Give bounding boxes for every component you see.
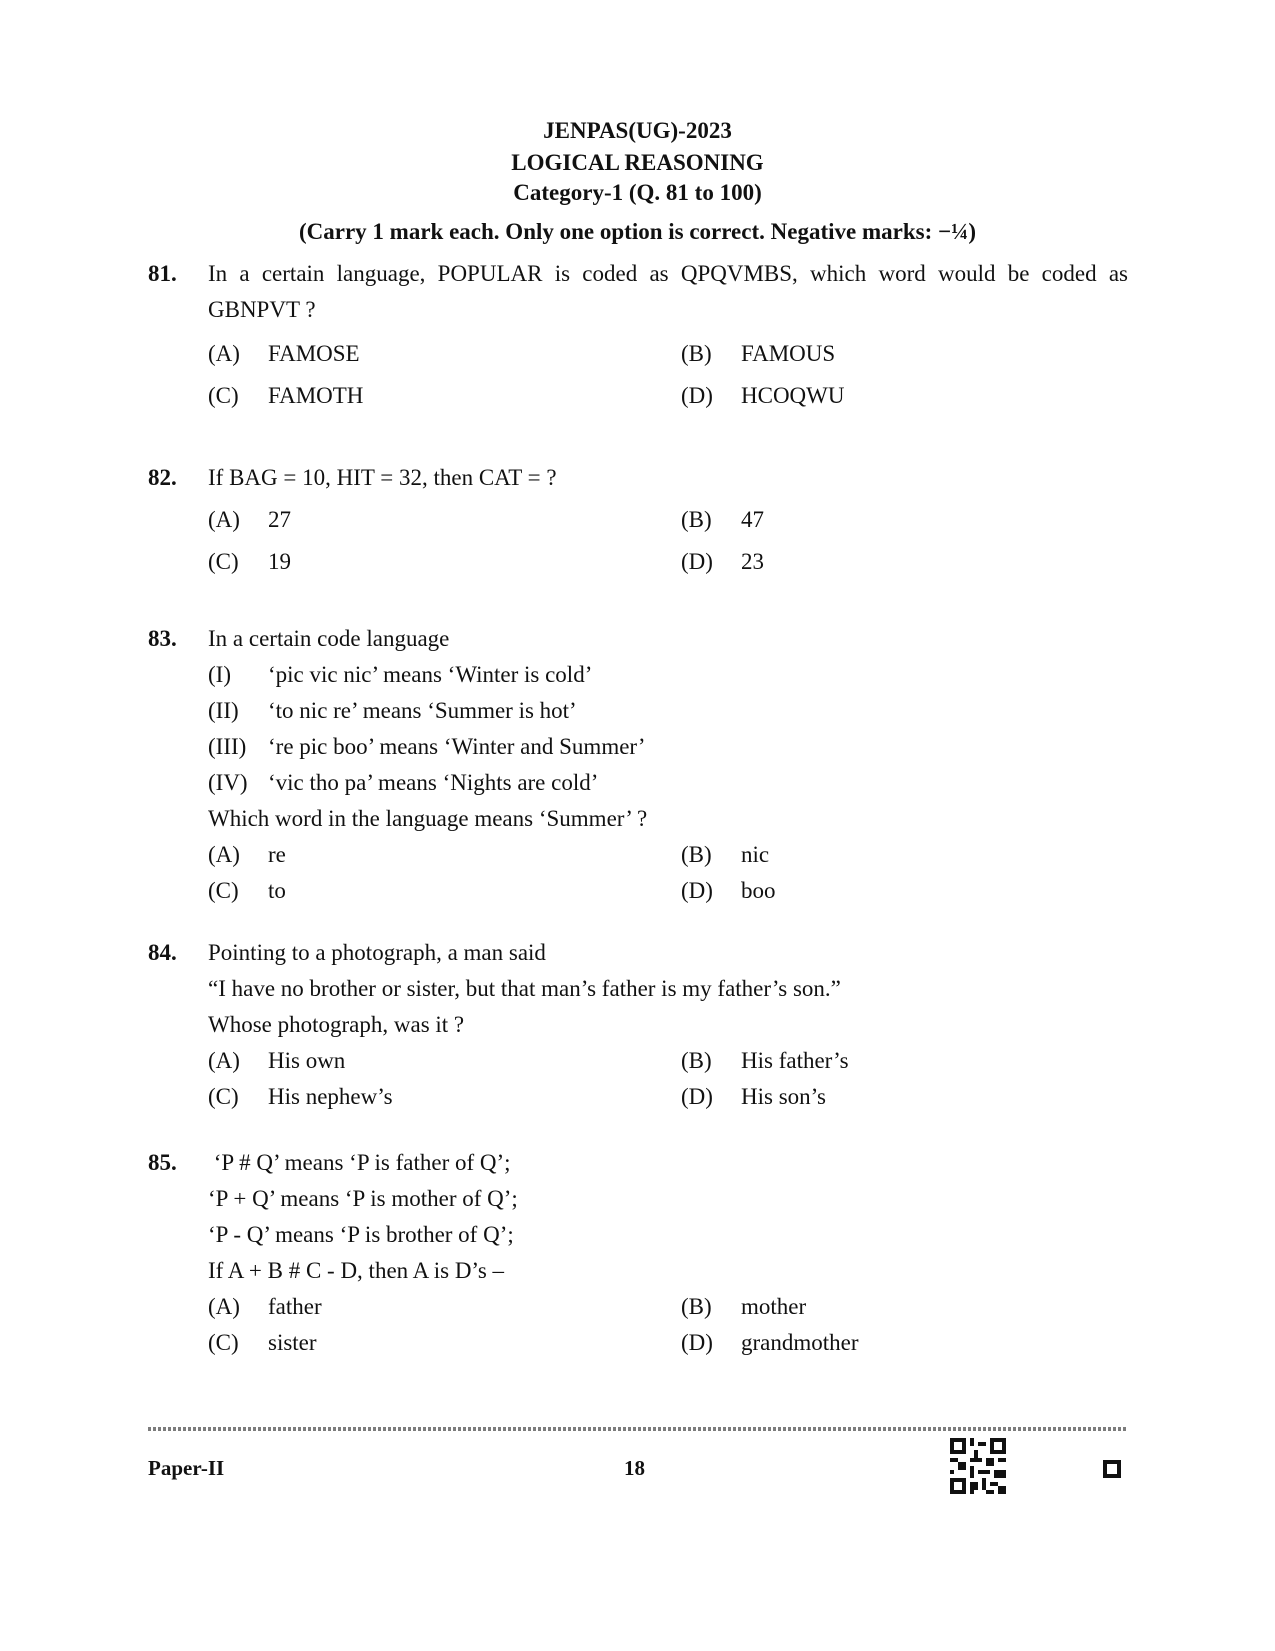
option-a[interactable]: (A) FAMOSE — [208, 341, 360, 366]
confidential-strip — [148, 1427, 1126, 1431]
option-c[interactable]: (C) 19 — [208, 549, 291, 574]
question-quote: “I have no brother or sister, but that man’s father is my father’s son.” — [208, 976, 841, 1001]
question-prompt: Whose photograph, was it ? — [208, 1012, 465, 1037]
question-number: 83. — [148, 626, 177, 651]
question-number: 82. — [148, 465, 177, 490]
question-text: In a certain language, POPULAR is coded as QPQVMBS, which word would be coded as GBNPVT ? — [208, 261, 1128, 322]
question-text: Pointing to a photograph, a man said — [208, 940, 546, 965]
option-d[interactable]: (D) His son’s — [681, 1084, 826, 1109]
statement-row: (III) ‘re pic boo’ means ‘Winter and Summer’ — [208, 734, 646, 759]
options-row — [208, 837, 1128, 873]
question-text: If BAG = 10, HIT = 32, then CAT = ? — [208, 465, 557, 490]
option-a[interactable]: (A) His own — [208, 1048, 346, 1073]
question-line: If A + B # C - D, then A is D’s – — [208, 1258, 505, 1283]
option-a[interactable]: (A) re — [208, 842, 286, 867]
question-number: 84. — [148, 940, 177, 965]
statement-row: (I) ‘pic vic nic’ means ‘Winter is cold’ — [208, 662, 593, 687]
question-number: 85. — [148, 1150, 177, 1175]
statement-row: (IV) ‘vic tho pa’ means ‘Nights are cold’ — [208, 770, 599, 795]
options-row — [208, 1289, 1128, 1325]
options-row — [208, 502, 1128, 544]
option-d[interactable]: (D) boo — [681, 878, 776, 903]
exam-title: JENPAS(UG)-2023 — [543, 118, 732, 143]
option-a[interactable]: (A) father — [208, 1294, 322, 1319]
question-text: In a certain code language — [208, 626, 450, 651]
options-row — [208, 336, 1128, 378]
options-row — [208, 1079, 1128, 1115]
option-b[interactable]: (B) nic — [681, 842, 770, 867]
option-b[interactable]: (B) mother — [681, 1294, 807, 1319]
paper-label: Paper-II — [148, 1456, 225, 1480]
subject-title: LOGICAL REASONING — [511, 150, 764, 175]
option-b[interactable]: (B) His father’s — [681, 1048, 849, 1073]
square-marker-icon — [1103, 1460, 1121, 1478]
question-line: ‘P - Q’ means ‘P is brother of Q’; — [208, 1222, 514, 1247]
statement-row: (II) ‘to nic re’ means ‘Summer is hot’ — [208, 698, 577, 723]
options-row — [208, 873, 1128, 909]
options-row — [208, 1325, 1128, 1361]
qr-code-icon — [950, 1438, 1006, 1494]
option-c[interactable]: (C) FAMOTH — [208, 383, 364, 408]
option-c[interactable]: (C) sister — [208, 1330, 317, 1355]
marking-instructions: (Carry 1 mark each. Only one option is correct. Negative marks: −¼) — [299, 219, 976, 244]
page-number: 18 — [624, 1456, 645, 1480]
option-d[interactable]: (D) grandmother — [681, 1330, 859, 1355]
question-prompt: Which word in the language means ‘Summer’ ? — [208, 806, 648, 831]
option-a[interactable]: (A) 27 — [208, 507, 291, 532]
options-row — [208, 1043, 1128, 1079]
option-c[interactable]: (C) to — [208, 878, 286, 903]
option-c[interactable]: (C) His nephew’s — [208, 1084, 393, 1109]
option-d[interactable]: (D) 23 — [681, 549, 764, 574]
question-line: ‘P # Q’ means ‘P is father of Q’; — [208, 1150, 511, 1175]
option-d[interactable]: (D) HCOQWU — [681, 383, 845, 408]
question-number: 81. — [148, 261, 177, 286]
options-row — [208, 544, 1128, 586]
option-b[interactable]: (B) FAMOUS — [681, 341, 836, 366]
options-row — [208, 378, 1128, 420]
option-b[interactable]: (B) 47 — [681, 507, 764, 532]
category-title: Category-1 (Q. 81 to 100) — [513, 180, 762, 205]
question-line: ‘P + Q’ means ‘P is mother of Q’; — [208, 1186, 518, 1211]
